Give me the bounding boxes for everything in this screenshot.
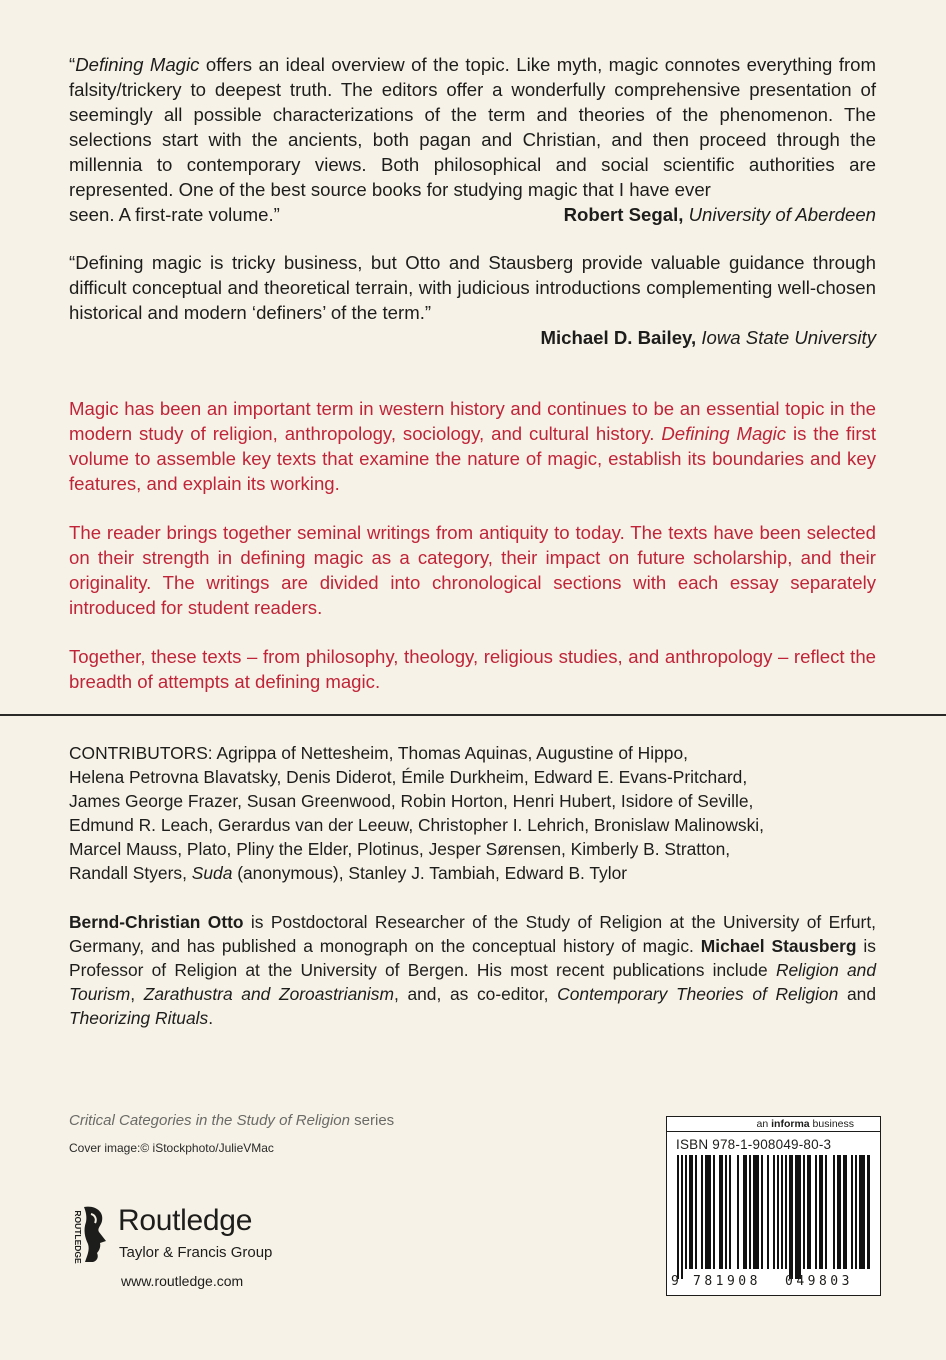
editor-name: Bernd-Christian Otto	[69, 912, 244, 932]
publisher-name: Routledge	[118, 1204, 253, 1237]
routledge-head-icon	[66, 1204, 114, 1270]
contributors-line: James George Frazer, Susan Greenwood, Robin Horton, Henri Hubert, Isidore of Seville,	[69, 791, 754, 811]
barcode-bar	[833, 1155, 835, 1269]
barcode-bar	[685, 1155, 687, 1269]
barcode-bar	[789, 1155, 793, 1279]
cover-image-credit: Cover image:© iStockphoto/JulieVMac	[69, 1141, 274, 1155]
contributors-line: Randall Styers, Suda (anonymous), Stanley J. Tambiah, Edward B. Tylor	[69, 863, 628, 883]
barcode-bars	[677, 1155, 870, 1279]
barcode-bar	[761, 1155, 763, 1269]
barcode-bar	[753, 1155, 759, 1269]
routledge-logo	[66, 1204, 306, 1274]
contributors-list	[69, 741, 876, 885]
barcode-bar	[713, 1155, 715, 1269]
informa-label: an informa business	[667, 1117, 880, 1132]
barcode-bar	[855, 1155, 857, 1269]
endorser-name: Robert Segal,	[563, 204, 684, 225]
description-paragraph-2: The reader brings together seminal writings from antiquity to today. The texts have been selected on their strength in defining magic as a category, their impact on future scholarship, and their originality. The writings are divided into chronological sections with each essay separately introduced for student readers.	[69, 522, 876, 618]
barcode-bar	[819, 1155, 823, 1269]
publisher-url[interactable]: www.routledge.com	[121, 1273, 244, 1289]
isbn-text: ISBN 978-1-908049-80-3	[676, 1137, 832, 1152]
editor-name: Michael Stausberg	[700, 936, 857, 956]
barcode-bar	[719, 1155, 723, 1269]
book-title: Contemporary Theories of Religion	[557, 984, 839, 1004]
barcode-bar	[859, 1155, 865, 1269]
book-title: Zarathustra and Zoroastrianism	[143, 984, 394, 1004]
barcode-bar	[825, 1155, 827, 1269]
barcode-bar	[705, 1155, 711, 1269]
barcode-bar	[815, 1155, 817, 1269]
endorsement-last-line: seen. A first-rate volume.”	[69, 204, 280, 225]
endorser-name: Michael D. Bailey,	[540, 327, 697, 348]
barcode-bar	[807, 1155, 811, 1269]
book-title: Religion and Tourism	[69, 960, 876, 1004]
barcode-bar	[737, 1155, 739, 1269]
isbn-barcode: an informa business ISBN 978-1-908049-80-3 9 781908 049803	[666, 1116, 881, 1296]
barcode-bar	[695, 1155, 697, 1269]
barcode-bar	[743, 1155, 747, 1269]
barcode-bar	[767, 1155, 769, 1269]
contributors-line: Helena Petrovna Blavatsky, Denis Diderot, Émile Durkheim, Edward E. Evans-Pritchard,	[69, 767, 748, 787]
endorser-affiliation: University of Aberdeen	[683, 204, 876, 225]
barcode-bar	[781, 1155, 783, 1269]
barcode-bar	[689, 1155, 693, 1269]
publisher-group: Taylor & Francis Group	[119, 1244, 273, 1261]
book-title: Theorizing Rituals	[69, 1008, 209, 1028]
endorsement-attribution	[564, 202, 876, 227]
spine-wordmark: ROUTLEDGE	[73, 1210, 83, 1264]
endorsement-segal	[69, 52, 876, 227]
quote-open-mark: “	[69, 54, 76, 75]
series-name: Critical Categories in the Study of Religion series	[69, 1112, 395, 1129]
barcode-bar	[843, 1155, 847, 1269]
endorsement-bailey	[69, 250, 876, 350]
editor-bios: Bernd-Christian Otto is Postdoctoral Researcher of the Study of Religion at the University of Erfurt, Germany, and has published a monograph on the conceptual history of magic. Michael Stausberg is Professor of Religion at the University of Bergen. His most recent publications include Religion and Tourism, Zarathustra and Zoroastrianism, and, as co-editor, Contemporary Theories of Religion and Theorizing Rituals.	[69, 912, 876, 1028]
barcode-bar	[729, 1155, 731, 1269]
barcode-bar	[777, 1155, 779, 1269]
endorsement-text: “Defining magic is tricky business, but Otto and Stausberg provide valuable guidance through difficult conceptual and theoretical terrain, with judicious introductions complementing well-chosen historical and modern ‘definers’ of the term.”	[69, 252, 876, 323]
barcode-bar	[677, 1155, 679, 1279]
endorsement-attribution	[69, 325, 876, 350]
contributors-line: CONTRIBUTORS: Agrippa of Nettesheim, Thomas Aquinas, Augustine of Hippo,	[69, 743, 688, 763]
divider-rule	[0, 714, 946, 716]
barcode-bar	[837, 1155, 841, 1269]
barcode-bar	[701, 1155, 703, 1269]
barcode-bar	[867, 1155, 870, 1269]
description-paragraph-3: Together, these texts – from philosophy, theology, religious studies, and anthropology – reflect the breadth of attempts at defining magic.	[69, 646, 876, 692]
book-description	[69, 396, 876, 694]
endorser-affiliation: Iowa State University	[696, 327, 876, 348]
barcode-bar	[725, 1155, 727, 1269]
barcode-bar	[851, 1155, 853, 1269]
book-title-italic: Defining Magic	[75, 54, 200, 75]
endorsement-text: offers an ideal overview of the topic. Like myth, magic connotes everything from falsity/trickery to deepest truth. The editors offer a wonderfully comprehensive presentation of seemingly all possible characterizations of the term and theories of the phenomenon. The selections start with the ancients, both pagan and Christian, and then proceed through the millennia to contemporary views. Both philosophical and social scientific authorities are represented. One of the best source books for studying magic that I have ever	[69, 54, 877, 200]
barcode-bar	[749, 1155, 751, 1269]
barcode-bar	[803, 1155, 805, 1269]
barcode-bar	[681, 1155, 683, 1279]
contributors-line: Marcel Mauss, Plato, Pliny the Elder, Plotinus, Jesper Sørensen, Kimberly B. Stratton,	[69, 839, 731, 859]
barcode-bar	[773, 1155, 775, 1269]
barcode-bar	[785, 1155, 787, 1269]
contributors-line: Edmund R. Leach, Gerardus van der Leeuw, Christopher I. Lehrich, Bronislaw Malinowski,	[69, 815, 764, 835]
barcode-bar	[795, 1155, 801, 1279]
description-paragraph-1: Magic has been an important term in western history and continues to be an essential topic in the modern study of religion, anthropology, sociology, and cultural history. Defining Magic is the first volume to assemble key texts that examine the nature of magic, establish its boundaries and key features, and explain its working.	[69, 398, 877, 494]
